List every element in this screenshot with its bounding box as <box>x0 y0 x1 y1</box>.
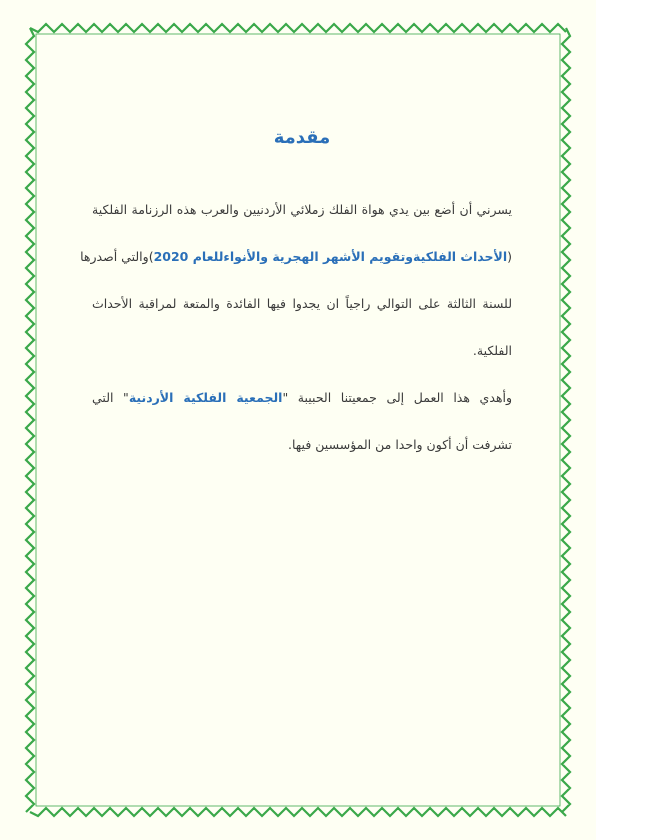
text-line-5-end: " التي <box>92 390 129 405</box>
text-line-2-end: )والتي أصدرها <box>80 249 154 264</box>
intro-paragraph <box>80 186 512 468</box>
paren-open: ( <box>507 249 512 264</box>
text-line-6: تشرفت أن أكون واحدا من المؤسسين فيها. <box>288 437 512 452</box>
society-name-highlight: الجمعية الفلكية الأردنية <box>128 390 283 405</box>
text-line-3: للسنة الثالثة على التوالي راجياً ان يجدوا فيها الفائدة والمتعة لمراقبة الأحداث <box>92 296 512 311</box>
text-line-1: يسرني أن أضع بين يدي هواة الفلك زملائي الأردنيين والعرب هذه الرزنامة الفلكية <box>92 202 512 217</box>
page-title: مقدمة <box>273 127 331 148</box>
zigzag-border-segment <box>26 28 34 812</box>
text-line-5-start: وأهدي هذا العمل إلى جمعيتنا الحبيبة " <box>282 390 512 405</box>
calendar-title-highlight: الأحداث الفلكيةوتقويم الأشهر الهجرية والأنواءللعام 2020 <box>153 249 508 264</box>
text-line-4: الفلكية. <box>472 343 512 358</box>
page-content <box>80 120 512 468</box>
zigzag-border-segment <box>562 28 570 812</box>
text-line-2 <box>80 233 512 280</box>
zigzag-border-segment <box>30 808 566 816</box>
text-line-5 <box>92 374 512 421</box>
zigzag-border-segment <box>30 24 566 32</box>
